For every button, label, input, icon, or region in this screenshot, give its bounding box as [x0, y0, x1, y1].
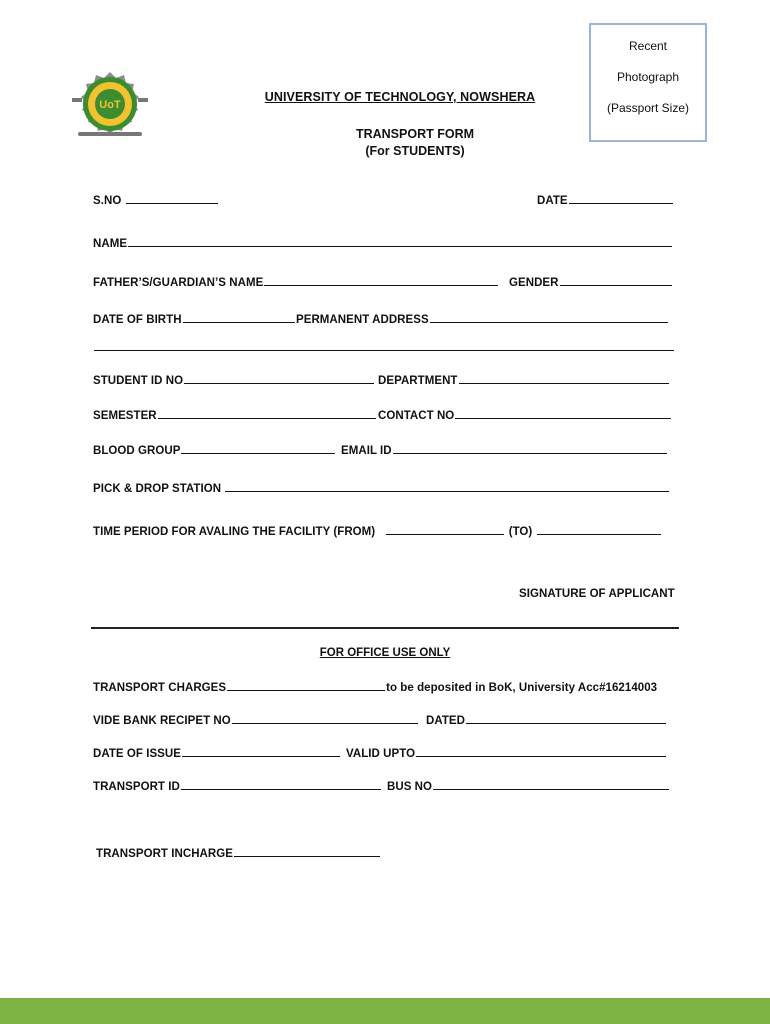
- address-continuation[interactable]: [93, 340, 675, 354]
- dated-label: DATED: [426, 715, 466, 727]
- transport-charges-label: TRANSPORT CHARGES: [93, 682, 227, 694]
- vide-bank-field[interactable]: [93, 713, 419, 727]
- permanent-address-label: PERMANENT ADDRESS: [296, 314, 429, 326]
- pick-drop-field[interactable]: [93, 481, 670, 495]
- student-id-label: STUDENT ID NO: [93, 375, 184, 387]
- passport-photo-box: [589, 23, 707, 142]
- valid-upto-field[interactable]: [346, 746, 667, 760]
- dob-label: DATE OF BIRTH: [93, 314, 182, 326]
- valid-upto-label: VALID UPTO: [346, 748, 416, 760]
- transport-id-field[interactable]: [93, 779, 382, 793]
- office-use-heading: FOR OFFICE USE ONLY: [319, 647, 451, 659]
- date-of-issue-label: DATE OF ISSUE: [93, 748, 181, 760]
- date-of-issue-field[interactable]: [93, 746, 341, 760]
- permanent-address-blank[interactable]: [430, 312, 668, 323]
- photo-label-recent: Recent: [628, 39, 668, 53]
- sno-field[interactable]: [93, 193, 219, 207]
- student-id-blank[interactable]: [184, 373, 374, 384]
- sno-label: S.NO: [93, 195, 122, 207]
- name-field[interactable]: [93, 236, 673, 250]
- father-name-field[interactable]: [93, 275, 499, 289]
- department-blank[interactable]: [459, 373, 669, 384]
- transport-id-label: TRANSPORT ID: [93, 781, 180, 793]
- blood-group-blank[interactable]: [181, 443, 335, 454]
- name-blank[interactable]: [128, 236, 672, 247]
- gender-field[interactable]: [509, 275, 673, 289]
- footer-bar: [0, 998, 770, 1024]
- date-of-issue-blank[interactable]: [182, 746, 340, 757]
- photo-label-photograph: Photograph: [616, 70, 680, 84]
- university-name: UNIVERSITY OF TECHNOLOGY, NOWSHERA: [264, 90, 536, 104]
- signature-label: SIGNATURE OF APPLICANT: [519, 588, 675, 600]
- dob-field[interactable]: [93, 312, 296, 326]
- semester-blank[interactable]: [158, 408, 376, 419]
- form-subtitle: (For STUDENTS): [365, 144, 465, 158]
- pick-drop-label: PICK & DROP STATION: [93, 483, 222, 495]
- dated-field[interactable]: [426, 713, 667, 727]
- vide-bank-label: VIDE BANK RECIPET NO: [93, 715, 231, 727]
- semester-label: SEMESTER: [93, 410, 157, 422]
- email-id-field[interactable]: [341, 443, 668, 457]
- blood-group-field[interactable]: [93, 443, 336, 457]
- blood-group-label: BLOOD GROUP: [93, 445, 181, 457]
- address-continuation-blank[interactable]: [94, 340, 674, 351]
- dob-blank[interactable]: [183, 312, 295, 323]
- email-id-blank[interactable]: [393, 443, 667, 454]
- department-field[interactable]: [378, 373, 670, 387]
- date-field[interactable]: [537, 193, 674, 207]
- contact-no-label: CONTACT NO: [378, 410, 455, 422]
- date-blank[interactable]: [569, 193, 673, 204]
- valid-upto-blank[interactable]: [416, 746, 666, 757]
- time-to-blank[interactable]: [537, 524, 661, 535]
- transport-id-blank[interactable]: [181, 779, 381, 790]
- logo-text: UoT: [99, 99, 121, 111]
- deposit-note: to be deposited in BoK, University Acc#16214003: [386, 682, 658, 694]
- vide-bank-blank[interactable]: [232, 713, 418, 724]
- name-label: NAME: [93, 238, 128, 250]
- bus-no-field[interactable]: [387, 779, 670, 793]
- transport-charges-field[interactable]: [93, 680, 657, 694]
- university-logo: [68, 70, 152, 144]
- transport-incharge-label: TRANSPORT INCHARGE: [96, 848, 233, 860]
- section-divider: [91, 627, 679, 629]
- transport-charges-blank[interactable]: [227, 680, 385, 691]
- time-from-blank[interactable]: [386, 524, 504, 535]
- time-period-field[interactable]: [93, 524, 662, 538]
- contact-no-field[interactable]: [378, 408, 672, 422]
- father-name-blank[interactable]: [264, 275, 498, 286]
- student-id-field[interactable]: [93, 373, 375, 387]
- email-id-label: EMAIL ID: [341, 445, 392, 457]
- sno-blank[interactable]: [126, 193, 218, 204]
- gender-blank[interactable]: [560, 275, 672, 286]
- department-label: DEPARTMENT: [378, 375, 458, 387]
- date-label: DATE: [537, 195, 568, 207]
- bus-no-label: BUS NO: [387, 781, 433, 793]
- dated-blank[interactable]: [466, 713, 666, 724]
- transport-incharge-field[interactable]: [96, 846, 381, 860]
- form-title: TRANSPORT FORM: [355, 127, 475, 141]
- bus-no-blank[interactable]: [433, 779, 669, 790]
- father-name-label: FATHER’S/GUARDIAN’S NAME: [93, 277, 264, 289]
- pick-drop-blank[interactable]: [225, 481, 669, 492]
- transport-incharge-blank[interactable]: [234, 846, 380, 857]
- contact-no-blank[interactable]: [455, 408, 671, 419]
- time-period-label: TIME PERIOD FOR AVALING THE FACILITY (FROM): [93, 526, 376, 538]
- gender-label: GENDER: [509, 277, 559, 289]
- photo-label-size: (Passport Size): [606, 101, 690, 115]
- time-to-label: (TO): [508, 526, 533, 538]
- semester-field[interactable]: [93, 408, 377, 422]
- permanent-address-field[interactable]: [296, 312, 669, 326]
